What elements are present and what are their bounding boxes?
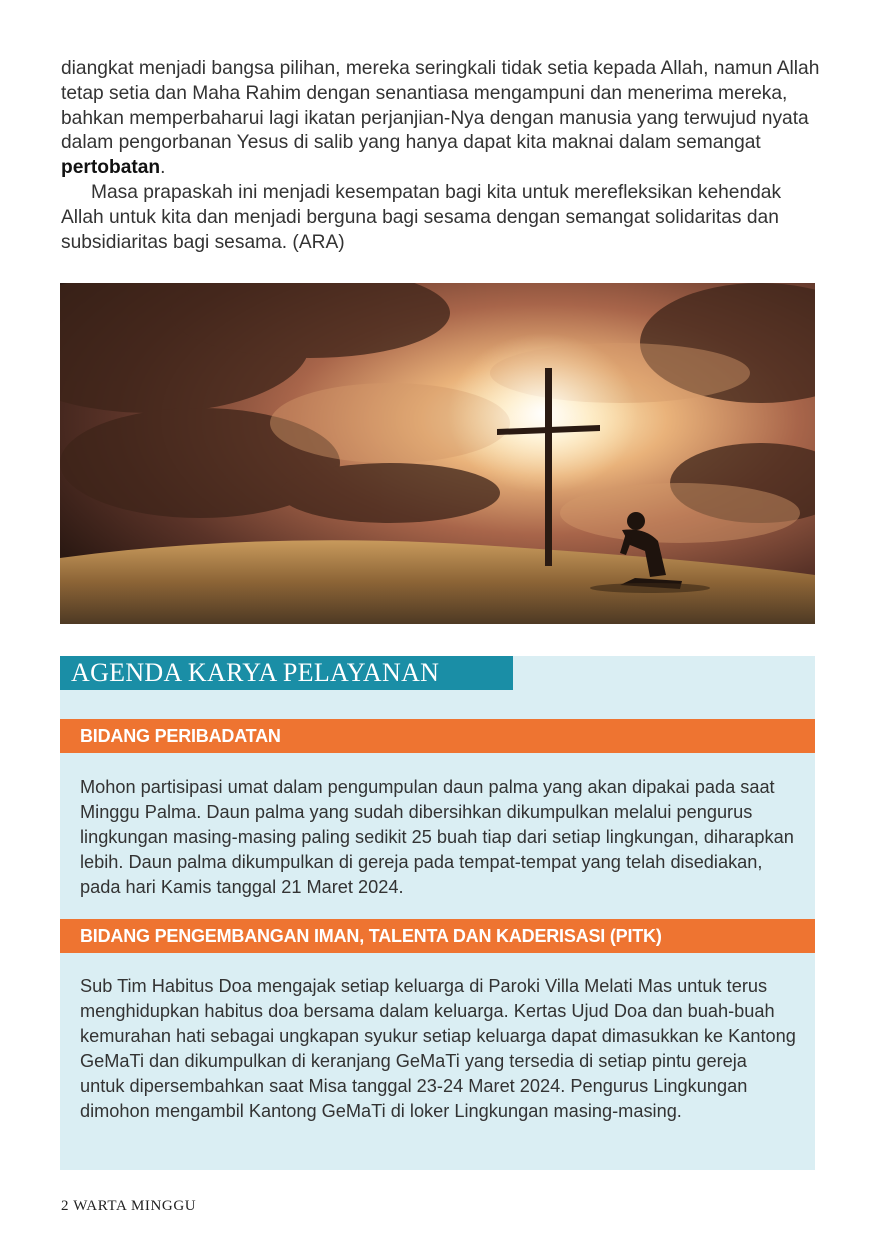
agenda-box — [60, 656, 815, 1170]
intro-p1-bold: pertobatan — [61, 157, 161, 179]
section-body-pitk: Sub Tim Habitus Doa mengajak setiap keluarga di Paroki Villa Melati Mas untuk terus menghidupkan habitus doa bersama dalam keluarga. Kertas Ujud Doa dan buah-buah kemurahan hati sebagai ungkapan syukur setiap keluarga dapat dimasukkan ke Kantong GeMaTi dan dikumpulkan di keranjang GeMaTi yang tersedia di setiap pintu gereja untuk dipersembahkan saat Misa tanggal 23-24 Maret 2024. Pengurus Lingkungan dimohon mengambil Kantong GeMaTi di loker Lingkungan masing-masing. — [80, 976, 796, 1121]
page-number: 2 — [61, 1198, 70, 1214]
section-heading-pitk: BIDANG PENGEMBANGAN IMAN, TALENTA DAN KADERISASI (PITK) — [60, 919, 815, 953]
section-heading-peribadatan: BIDANG PERIBADATAN — [60, 719, 815, 753]
cross-sunset-illustration — [60, 283, 815, 624]
agenda-title: AGENDA KARYA PELAYANAN — [60, 656, 513, 690]
intro-p1-text: diangkat menjadi bangsa pilihan, mereka seringkali tidak setia kepada Allah, namun Allah tetap setia dan Maha Rahim dengan senantiasa mengampuni dan menerima mereka, bahkan memperbaharui lagi ikatan perjanjian-Nya dengan manusia yang terwujud nyata dalam pengorbanan Yesus di salib yang hanya dapat kita maknai dalam semangat — [61, 58, 820, 154]
page-footer — [61, 1198, 196, 1215]
section-body-peribadatan: Mohon partisipasi umat dalam pengumpulan daun palma yang akan dipakai pada saat Minggu Palma. Daun palma yang sudah dibersihkan dikumpulkan melalui pengurus lingkungan masing-masing paling sedikit 25 buah tiap dari setiap lingkungan, diharapkan lebih. Daun palma dikumpulkan di gereja pada tempat-tempat yang telah disediakan, pada hari Kamis tanggal 21 Maret 2024. — [80, 777, 794, 897]
intro-paragraph-2: Masa prapaskah ini menjadi kesempatan bagi kita untuk merefleksikan kehendak Allah untuk kita dan menjadi berguna bagi sesama dengan semangat solidaritas dan subsidiaritas bagi sesama. (ARA) — [61, 181, 782, 253]
cross-sunset-photo — [60, 283, 815, 624]
publication-name: WARTA MINGGU — [73, 1198, 197, 1214]
intro-p1-end: . — [160, 157, 166, 179]
intro-paragraph-1 — [61, 57, 821, 181]
intro-text — [61, 57, 821, 255]
